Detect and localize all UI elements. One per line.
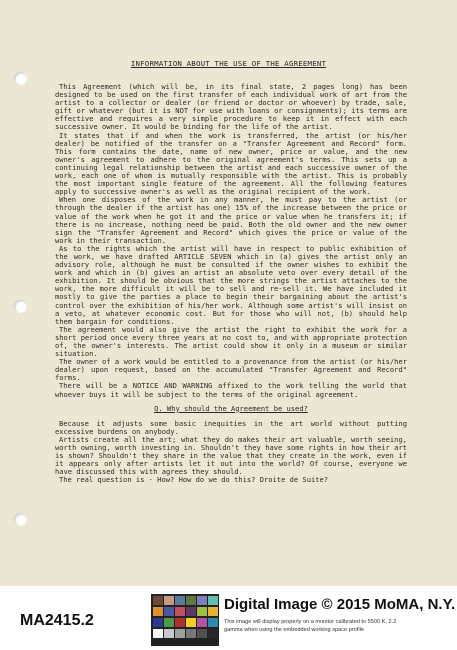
paragraph: This Agreement (which will be, in its final state, 2 pages long) has been designed to be used on the first transfer of each individual work of art from the artist to a collector or dealer (or friend or doctor or whoever) by trade, sale, gift or whatever (but it is NOT for use with loans or consignments); its terms are effective and requires a very simple procedure to keep it in effect with each successive owner. It would be binding for the life of the artist. — [55, 82, 407, 132]
paragraph: When one disposes of the work in any manner, he must pay to the artist (or through the dealer if the artist has one) 15% of the increase between the price or value of the work when he got it and the price or value when he transfers it; if there is no increase, nothing need be paid. Both the old owner and the new owner sign the "Transfer Agreement and Record" which gives the price or value of the work in their transaction. — [55, 195, 407, 245]
paragraph: As to the rights which the artist will have in respect to public exhibition of the work, we have drafted ARTICLE SEVEN which in (a) gives the artist only an advisory role, although he must be consulted if the owner wishes to exhibit the work and which in (b) gives an artist an absolute veto over every detail of the exhibition. It should be obvious that the more strings the artist attaches to the work, the more difficult it will be to sell and re-sell it. We have included it mostly to give the parties a place to begin their bargaining about the artist's control over the exhibition of his/her work. Although some artist's will insist on a veto, at whatever economic cost. But for those who will not, (b) should help them bargain for conditions. — [55, 243, 407, 326]
punch-hole — [14, 72, 27, 85]
punch-hole — [14, 513, 27, 526]
question-heading: Q. Why should the Agreement be used? — [154, 403, 308, 413]
punch-hole — [14, 300, 27, 313]
answer-paragraph: Artists create all the art; what they do makes their art valuable, worth seeing, worth owning, worth investing in. Shouldn't they have some rights in how their art is shown? Shouldn't they share in the value that they create in the work, even if it appears only after artists let it out into the world? Of course, everyone we have discussed this with agrees they should. — [55, 434, 407, 477]
object-number: MA2415.2 — [20, 612, 94, 629]
calibration-note: This image will display properly on a monitor calibrated to 5500 K, 2.2 — [224, 619, 397, 625]
paragraph: There will be a NOTICE AND WARNING affixed to the work telling the world that whoever buys it will be subject to the terms of the original agreement. — [55, 381, 407, 399]
color-calibration-card — [151, 594, 219, 646]
document-body — [55, 83, 407, 485]
document-title: INFORMATION ABOUT THE USE OF THE AGREEMENT — [130, 59, 327, 68]
answer-paragraph: The real question is - How? How do we do this? Droite de Suite? — [59, 475, 329, 485]
answer-paragraph: Because it adjusts some basic inequities in the art world without putting excessive burdens on anybody. — [55, 418, 407, 436]
copyright-notice: Digital Image © 2015 MoMA, N.Y. — [224, 596, 456, 613]
calibration-note: gamma when using the embedded working space profile — [224, 627, 364, 633]
archive-footer — [0, 586, 457, 650]
paragraph: It states that if and when the work is transferred, the artist (or his/her dealer) be notified of the transfer on a "Transfer Agreement and Record" form. This form contains the date, name of new owner, price or value, and the new owner's agreement to adhere to the original agreement's terms. This sets up a continuing legal relationship between the artist and each successive owner of the work, each one of whom is mutually responsible with the artist. This is probably the most important single feature of the agreement. All the following features apply to successive owner's as well as the original recipient of the work. — [55, 130, 407, 197]
paragraph: The owner of a work would be entitled to a provenance from the artist (or his/her dealer) upon request, based on the accumulated "Transfer Agreement and Record" forms. — [55, 357, 407, 383]
paragraph: The agreement would also give the artist the right to exhibit the work for a short period once every three years at no cost to, and with appropriate protection of, the owner's interests. The artist could show it only in a museum or similar situation. — [55, 324, 407, 359]
